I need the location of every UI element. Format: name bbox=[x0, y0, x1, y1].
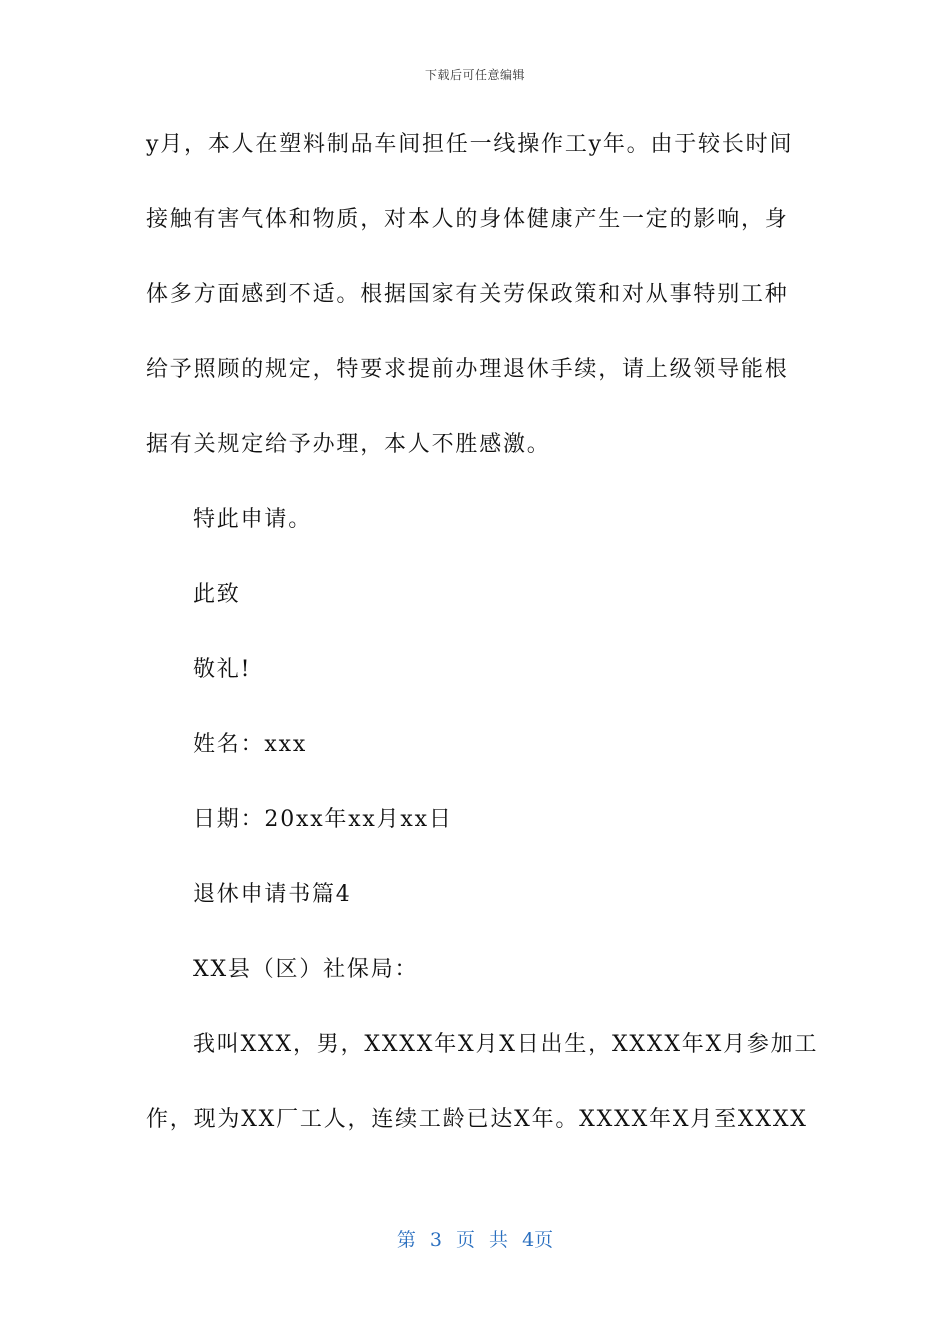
salutation: 此致 bbox=[193, 582, 241, 607]
page-header: 下载后可任意编辑 bbox=[424, 68, 525, 82]
paragraph-line: 给予照顾的规定，特要求提前办理退休手续，请上级领导能根 bbox=[146, 357, 789, 382]
salutation-regards: 敬礼! bbox=[193, 657, 252, 682]
paragraph-line: 体多方面感到不适。根据国家有关劳保政策和对从事特别工种 bbox=[146, 282, 789, 307]
paragraph-line: 我叫XXX，男，XXXX年X月X日出生，XXXX年X月参加工 bbox=[193, 1032, 819, 1057]
document-body bbox=[146, 126, 819, 1176]
page-footer: 第 3 页 共 4页 bbox=[396, 1229, 554, 1251]
paragraph-line: 据有关规定给予办理，本人不胜感激。 bbox=[146, 432, 551, 457]
paragraph-line: 接触有害气体和物质，对本人的身体健康产生一定的影响，身 bbox=[146, 207, 789, 232]
section-title: 退休申请书篇4 bbox=[193, 882, 352, 907]
signature-date: 日期：20xx年xx月xx日 bbox=[193, 807, 453, 832]
addressee: XX县（区）社保局： bbox=[193, 957, 419, 982]
paragraph-line: y月，本人在塑料制品车间担任一线操作工y年。由于较长时间 bbox=[146, 132, 794, 157]
paragraph-line: 作，现为XX厂工人，连续工龄已达X年。XXXX年X月至XXXX bbox=[146, 1107, 808, 1132]
closing-request: 特此申请。 bbox=[193, 507, 313, 532]
signature-name: 姓名：xxx bbox=[193, 732, 308, 757]
